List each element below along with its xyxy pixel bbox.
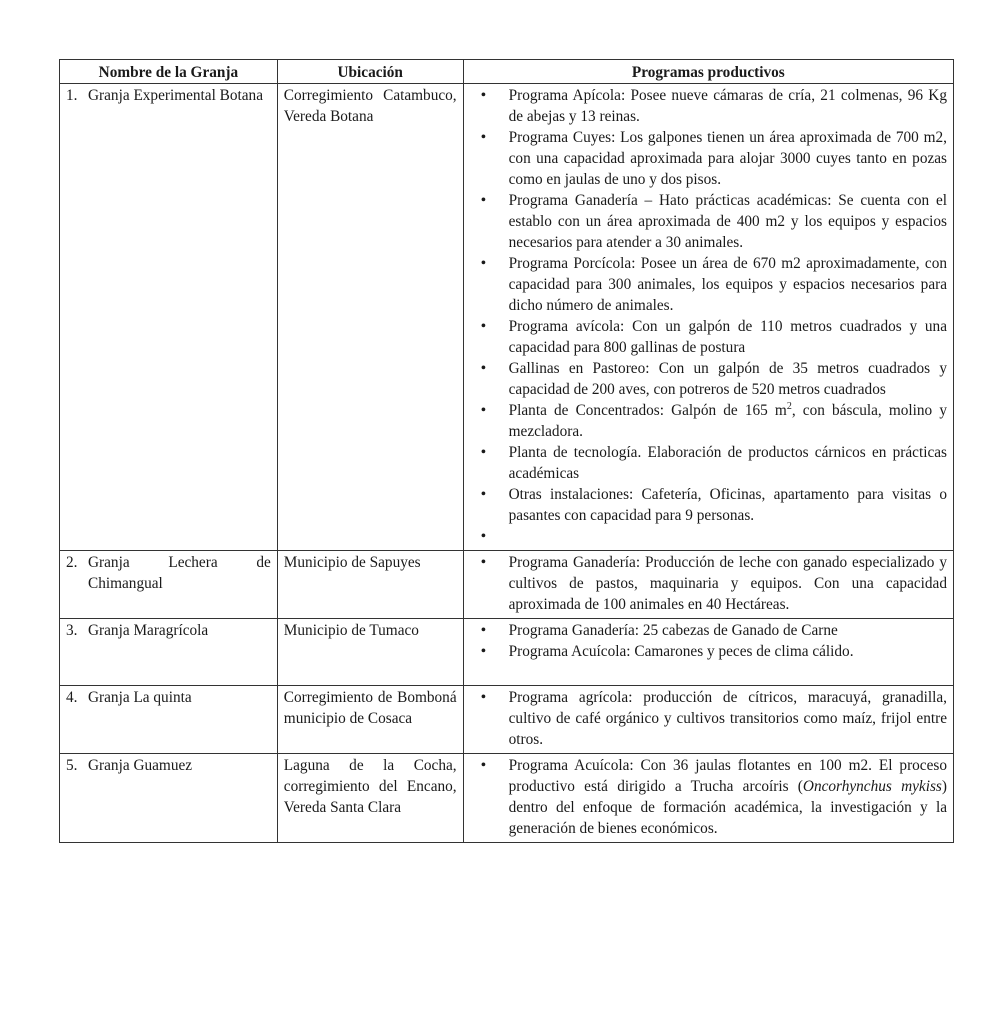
program-item: • Planta de tecnología. Elaboración de productos cárnicos en prácticas académicas: [509, 442, 947, 484]
program-text: Programa Acuícola: Con 36 jaulas flotantes en 100 m2. El proceso productivo está dirigido a Trucha arcoíris (: [508, 757, 947, 795]
program-item: • Programa Ganadería: 25 cabezas de Ganado de Carne: [509, 620, 947, 641]
programs-cell: [463, 754, 953, 843]
farm-number: 3.: [66, 622, 78, 639]
programs-list: [470, 620, 947, 662]
location-cell: Corregimiento de Bomboná municipio de Cosaca: [277, 686, 463, 754]
farm-number: 2.: [66, 554, 78, 571]
location-cell: Laguna de la Cocha, corregimiento del Encano, Vereda Santa Clara: [277, 754, 463, 843]
header-programs: Programas productivos: [463, 60, 953, 84]
program-item: [509, 755, 947, 839]
program-text-tail: ) dentro del enfoque de formación académica, la investigación y la generación de bienes económicos.: [508, 778, 947, 837]
program-item: • Otras instalaciones: Cafetería, Oficinas, apartamento para visitas o pasantes con capacidad para 9 personas.: [509, 484, 947, 526]
programs-cell: [463, 84, 953, 551]
program-item: [509, 400, 947, 442]
table-row: [60, 619, 954, 686]
farm-number: 1.: [66, 87, 78, 104]
table-row: [60, 754, 954, 843]
farm-cell: [60, 551, 278, 619]
farm-number: 5.: [66, 757, 78, 774]
location-cell: Municipio de Sapuyes: [277, 551, 463, 619]
program-item: • Programa agrícola: producción de cítricos, maracuyá, granadilla, cultivo de café orgánico y cultivos transitorios como maíz, frijol entre otros.: [509, 687, 947, 750]
location-cell: Corregimiento Catambuco, Vereda Botana: [277, 84, 463, 551]
location-cell: Municipio de Tumaco: [277, 619, 463, 686]
program-item: • Programa Ganadería: Producción de leche con ganado especializado y cultivos de pastos, maquinaria y equipos. Con una capacidad aproximada de 100 animales en 40 Hectáreas.: [509, 552, 947, 615]
programs-cell: [463, 686, 953, 754]
program-item: • Programa avícola: Con un galpón de 110 metros cuadrados y una capacidad para 800 gallinas de postura: [509, 316, 947, 358]
table-row: [60, 686, 954, 754]
programs-list: [470, 552, 947, 615]
species-name: Oncorhynchus mykiss: [802, 778, 942, 795]
program-text: Planta de Concentrados: Galpón de 165 m: [508, 402, 787, 419]
program-item: • Programa Apícola: Posee nueve cámaras de cría, 21 colmenas, 96 Kg de abejas y 13 reinas.: [509, 85, 947, 127]
header-location: Ubicación: [277, 60, 463, 84]
farm-cell: [60, 84, 278, 551]
header-row: [60, 60, 954, 84]
programs-cell: [463, 551, 953, 619]
programs-list: [470, 85, 947, 547]
program-text-tail: , con báscula, molino y mezcladora.: [508, 402, 947, 440]
farm-cell: [60, 619, 278, 686]
program-item: • Programa Cuyes: Los galpones tienen un área aproximada de 700 m2, con una capacidad aproximada para alojar 3000 cuyes tanto en pozas como en jaulas de uno y dos pisos.: [509, 127, 947, 190]
programs-list: [470, 755, 947, 839]
program-item: • Programa Acuícola: Camarones y peces de clima cálido.: [509, 641, 947, 662]
program-item: • Programa Porcícola: Posee un área de 670 m2 aproximadamente, con capacidad para 300 animales, los equipos y espacios necesarios para dicho número de animales.: [509, 253, 947, 316]
farm-name: Granja Guamuez: [88, 757, 193, 774]
farm-number: 4.: [66, 689, 78, 706]
farm-name: Granja Maragrícola: [88, 622, 209, 639]
farm-name: Granja La quinta: [88, 689, 192, 706]
programs-list: [470, 687, 947, 750]
program-item: • Programa Ganadería – Hato prácticas académicas: Se cuenta con el establo con un área aproximada de 400 m2 y los equipos y espacios necesarios para atender a 30 animales.: [509, 190, 947, 253]
table-row: [60, 551, 954, 619]
farms-table: [59, 59, 954, 843]
superscript: 2: [786, 400, 792, 412]
farm-cell: [60, 754, 278, 843]
programs-cell: [463, 619, 953, 686]
table-row: [60, 84, 954, 551]
farm-name: Granja Lechera de Chimangual: [88, 554, 271, 592]
program-item-empty: [509, 526, 947, 547]
farm-cell: [60, 686, 278, 754]
header-farm-name: Nombre de la Granja: [60, 60, 278, 84]
program-item: • Gallinas en Pastoreo: Con un galpón de 35 metros cuadrados y capacidad de 200 aves, con potreros de 520 metros cuadrados: [509, 358, 947, 400]
farm-name: Granja Experimental Botana: [88, 87, 263, 104]
